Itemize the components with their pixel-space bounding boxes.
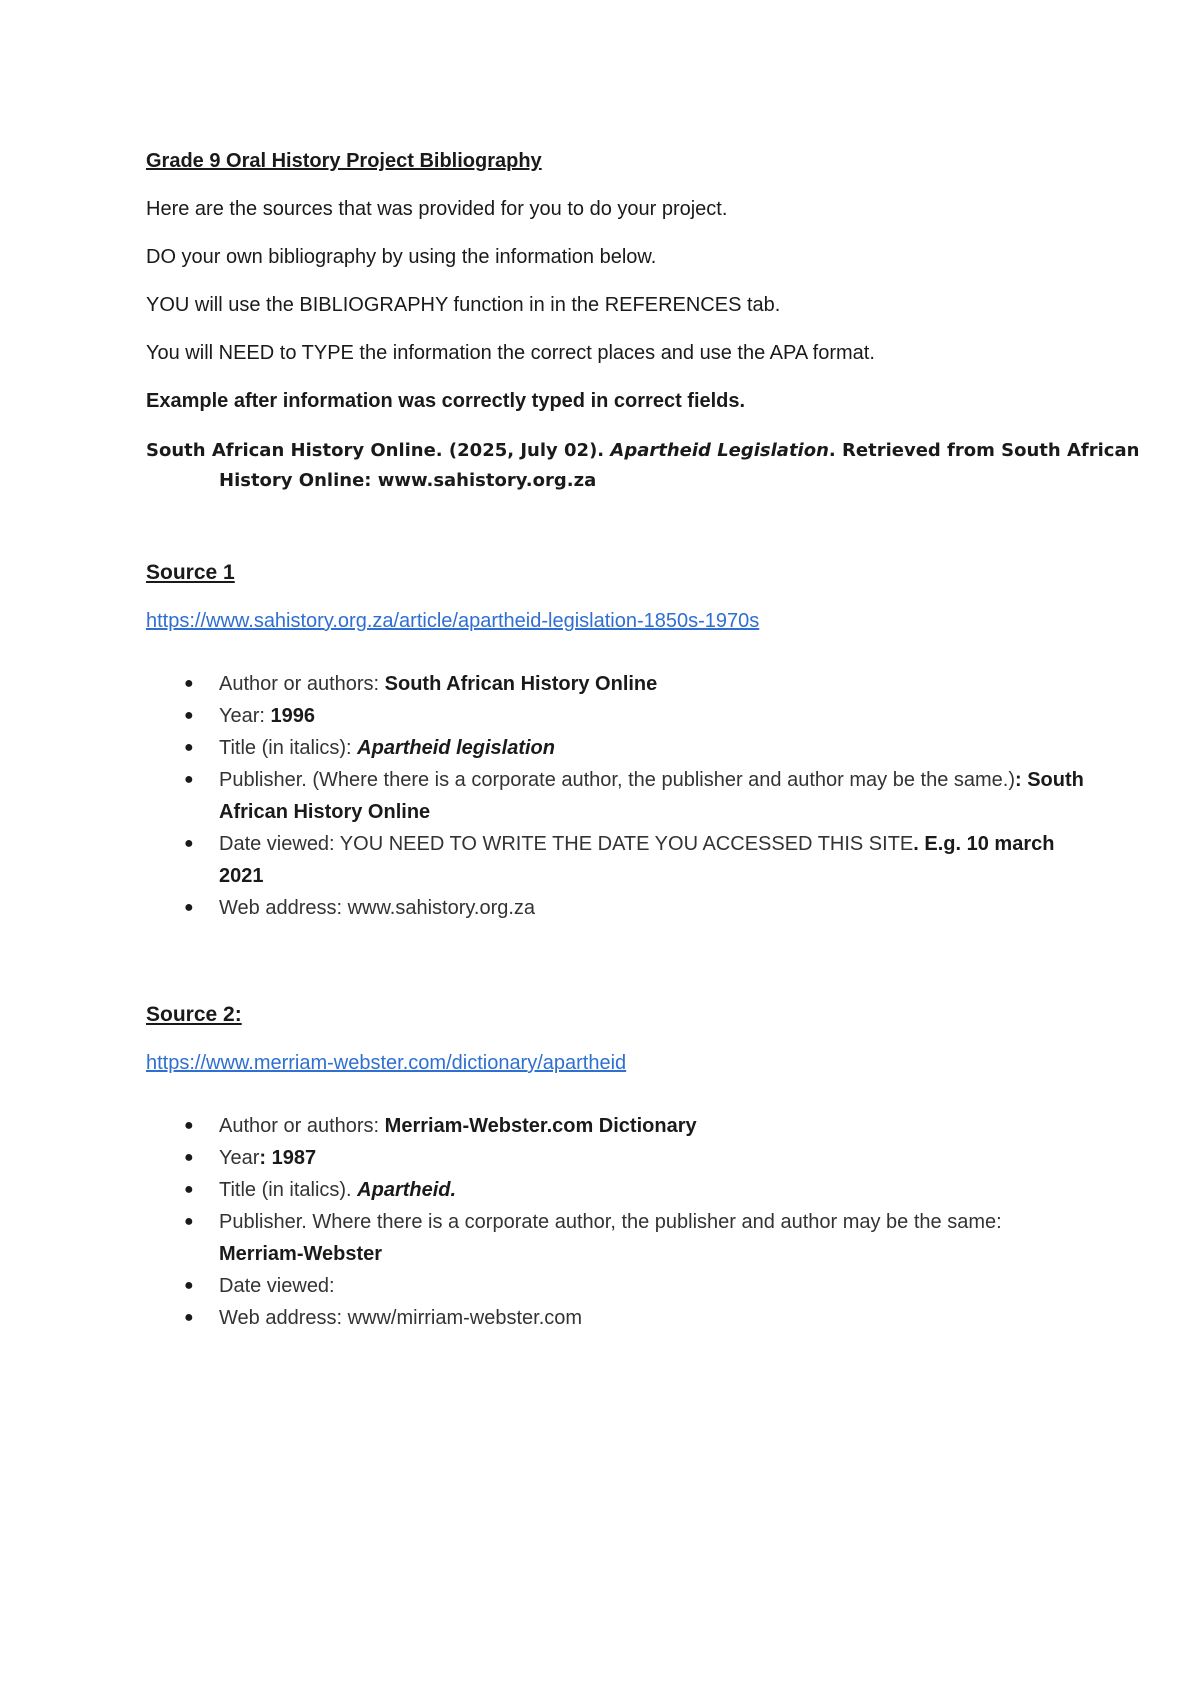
bullet-icon: ● [184,1149,194,1166]
source-link[interactable]: https://www.merriam-webster.com/dictionary/apartheid [146,1052,627,1074]
item-label: Author or authors: [219,673,385,695]
item-value: Apartheid legislation [357,737,555,759]
intro-paragraph: YOU will use the BIBLIOGRAPHY function in in the REFERENCES tab. [146,294,781,316]
item-label: Author or authors: [219,1115,385,1137]
bullet-icon: ● [184,1117,194,1134]
list-item [146,1174,1086,1206]
bullet-icon: ● [184,835,194,852]
list-item [146,1110,1086,1142]
list-item [146,1270,1086,1302]
item-label: Year [219,1147,260,1169]
list-item [146,892,1086,924]
list-item [146,1206,1086,1270]
list-item [146,1142,1086,1174]
bullet-icon: ● [184,1309,194,1326]
example-heading: Example after information was correctly typed in correct fields. [146,390,746,412]
item-label: Year: [219,705,271,727]
bullet-icon: ● [184,1213,194,1230]
list-item [146,700,1086,732]
item-value: : South African History Online [219,769,1084,823]
page-title: Grade 9 Oral History Project Bibliography [146,150,542,172]
item-value: 1996 [270,705,316,727]
bullet-icon: ● [184,1277,194,1294]
example-ref-text: South African History Online. (2025, July 02). [146,440,611,461]
bullet-icon: ● [184,771,194,788]
bullet-icon: ● [184,739,194,756]
bullet-icon: ● [184,1181,194,1198]
source-details-list [146,668,1086,924]
item-label: Date viewed: YOU NEED TO WRITE THE DATE YOU ACCESSED THIS SITE [219,833,914,855]
item-label: Date viewed: [219,1275,335,1297]
item-label: Publisher. (Where there is a corporate author, the publisher and author may be the same.) [219,769,1015,791]
example-ref-title: Apartheid Legislation [610,440,829,461]
source-heading: Source 1 [146,561,235,584]
list-item [146,1302,1086,1334]
item-value: South African History Online [384,673,658,695]
bullet-icon: ● [184,675,194,692]
source-link[interactable]: https://www.sahistory.org.za/article/apartheid-legislation-1850s-1970s [146,610,760,632]
example-ref-line2: History Online: www.sahistory.org.za [219,470,597,491]
intro-paragraph: Here are the sources that was provided for you to do your project. [146,198,728,220]
item-label: Title (in italics): [219,737,358,759]
bullet-icon: ● [184,707,194,724]
item-value: Merriam-Webster [219,1243,383,1265]
list-item [146,764,1086,828]
item-label: Title (in italics). [219,1179,358,1201]
item-label: Publisher. Where there is a corporate author, the publisher and author may be the same: [219,1211,1002,1233]
list-item [146,668,1086,700]
item-value: Merriam-Webster.com Dictionary [384,1115,697,1137]
source-details-list [146,1110,1086,1334]
item-value: Apartheid. [357,1179,457,1201]
intro-paragraph: You will NEED to TYPE the information the correct places and use the APA format. [146,342,875,364]
item-label: Web address: www/mirriam-webster.com [219,1307,583,1329]
source-heading: Source 2: [146,1003,242,1026]
list-item [146,828,1086,892]
item-label: Web address: www.sahistory.org.za [219,897,536,919]
bullet-icon: ● [184,899,194,916]
item-value: . E.g. 10 march 2021 [219,833,1055,887]
example-reference [146,436,1140,496]
item-value: : 1987 [259,1147,317,1169]
intro-paragraph: DO your own bibliography by using the information below. [146,246,657,268]
example-ref-text: . Retrieved from South African [828,440,1140,461]
list-item [146,732,1086,764]
